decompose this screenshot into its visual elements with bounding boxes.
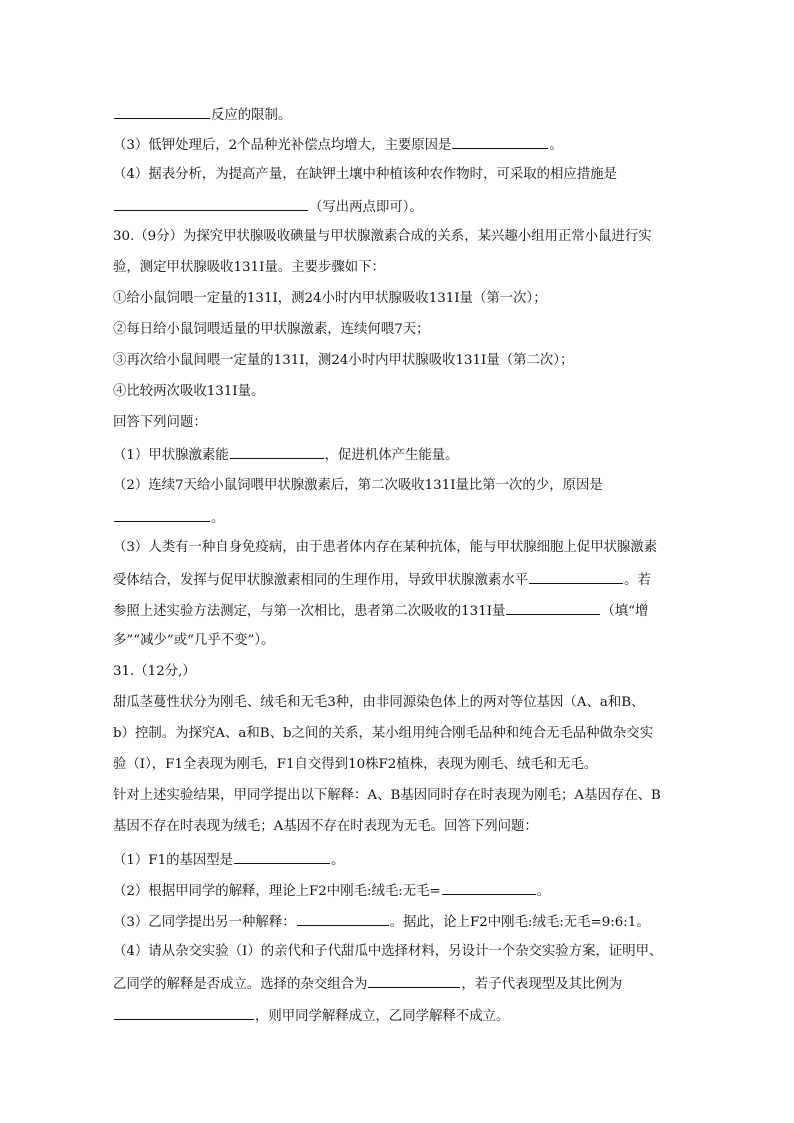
answer-blank[interactable]: [297, 911, 389, 926]
text-line: [113, 724, 683, 744]
text-line: [113, 973, 683, 995]
text-segment: 验（I），F1全表现为刚毛，F1自交得到10株F2植株，表现为刚毛、绒毛和无毛。: [113, 757, 598, 772]
text-line: [113, 911, 683, 933]
text-segment: 反应的限制。: [211, 108, 292, 123]
text-line: [113, 351, 683, 371]
text-line: [113, 320, 683, 340]
text-segment: ，则甲同学解释成立，乙同学解释不成立。: [255, 1009, 510, 1024]
text-segment: 。: [211, 511, 225, 526]
text-line: [113, 134, 683, 156]
text-line: [113, 507, 683, 529]
text-segment: ④比较两次吸收131I量。: [113, 384, 265, 399]
answer-blank[interactable]: [529, 569, 623, 584]
answer-blank[interactable]: [114, 1005, 254, 1020]
text-segment: 基因不存在时表现为绒毛；A基因不存在时表现为无毛。回答下列问题：: [113, 819, 538, 834]
text-line: [113, 104, 683, 126]
text-segment: 回答下列问题：: [113, 415, 207, 430]
answer-blank[interactable]: [114, 507, 210, 522]
text-segment: 。: [536, 884, 551, 899]
text-segment: 验，测定甲状腺吸收131I量。主要步骤如下：: [113, 260, 385, 275]
text-segment: ，若子代表现型及其比例为: [461, 977, 623, 992]
text-line: [113, 444, 683, 466]
answer-blank[interactable]: [234, 849, 330, 864]
text-segment: 。: [331, 853, 345, 868]
answer-blank[interactable]: [230, 444, 324, 459]
text-line: [113, 693, 683, 713]
text-segment: 受体结合，发挥与促甲状腺激素相同的生理作用，导致甲状腺激素水平: [113, 573, 529, 588]
text-segment: 。据此，论上F2中刚毛:绒毛:无毛=9:6:1。: [389, 915, 650, 930]
answer-blank[interactable]: [114, 196, 308, 211]
text-line: [113, 476, 683, 496]
text-segment: 31.（12分,）: [113, 664, 196, 679]
text-segment: 。: [549, 138, 563, 153]
text-segment: （2）连续7天给小鼠饲喂甲状腺激素后，第二次吸收131I量比第一次的少，原因是: [113, 478, 603, 493]
text-segment: （3）人类有一种自身免疫病，由于患者体内存在某种抗体，能与甲状腺细胞上促甲状腺激素: [113, 540, 658, 555]
text-line: [113, 786, 683, 806]
text-line: [113, 258, 683, 278]
text-line: [113, 662, 683, 682]
text-segment: 甜瓜茎蔓性状分为刚毛、绒毛和无毛3种，由非同源染色体上的两对等位基因（A、a和B、: [113, 695, 645, 710]
text-segment: ，促进机体产生能量。: [324, 448, 459, 463]
text-segment: （1）甲状腺激素能: [113, 448, 229, 463]
text-line: [113, 849, 683, 871]
text-segment: （写出两点即可）。: [309, 200, 423, 215]
text-segment: （3）低钾处理后，2个品种光补偿点均增大，主要原因是: [113, 138, 452, 153]
text-line: [113, 569, 683, 591]
answer-blank[interactable]: [506, 600, 600, 615]
text-segment: 乙同学的解释是否成立。选择的杂交组合为: [113, 977, 368, 992]
text-segment: ③再次给小鼠间喂一定量的131I，测24小时内甲状腺吸收131I量（第二次）；: [113, 353, 574, 368]
text-segment: （3）乙同学提出另一种解释：: [113, 915, 296, 930]
text-segment: （4）据表分析，为提高产量，在缺钾土壤中种植该种农作物时，可采取的相应措施是: [113, 167, 617, 182]
text-line: [113, 631, 683, 651]
text-segment: 多”“减少”或“几乎不变”）。: [113, 633, 275, 648]
text-line: [113, 1005, 683, 1027]
text-segment: （2）根据甲同学的解释，理论上F2中刚毛:绒毛:无毛=: [113, 884, 441, 899]
text-segment: （1）F1的基因型是: [113, 853, 234, 868]
text-line: [113, 755, 683, 775]
answer-blank[interactable]: [452, 134, 548, 149]
text-line: [113, 880, 683, 902]
text-segment: 30.（9分）为探究甲状腺吸收碘量与甲状腺激素合成的关系，某兴趣小组用正常小鼠进行实: [113, 229, 652, 244]
text-line: [113, 600, 683, 622]
text-segment: 针对上述实验结果，甲同学提出以下解释：A、B基因同时存在时表现为刚毛；A基因存在、B: [113, 788, 661, 803]
text-segment: ②每日给小鼠饲喂适量的甲状腺激素，连续何喂7天；: [113, 322, 430, 337]
text-line: [113, 165, 683, 185]
answer-blank[interactable]: [442, 880, 536, 895]
text-line: [113, 289, 683, 309]
text-segment: b）控制。为探究A、a和B、b之间的关系，某小组用纯合刚毛品种和纯合无毛品种做杂交实: [113, 726, 654, 741]
text-line: [113, 196, 683, 218]
text-line: [113, 227, 683, 247]
text-segment: ①给小鼠饲喂一定量的131I，测24小时内甲状腺吸收131I量（第一次）；: [113, 291, 547, 306]
text-line: [113, 817, 683, 837]
text-line: [113, 942, 683, 962]
answer-blank[interactable]: [368, 973, 460, 988]
text-line: [113, 413, 683, 433]
text-segment: 。若: [624, 573, 651, 588]
text-line: [113, 538, 683, 558]
text-segment: （4）请从杂交实验（I）的亲代和子代甜瓜中选择材料，另设计一个杂交实验方案，证明甲、: [113, 944, 663, 959]
answer-blank[interactable]: [114, 104, 210, 119]
text-segment: 参照上述实验方法测定，与第一次相比，患者第二次吸收的131I量: [113, 604, 506, 619]
text-line: [113, 382, 683, 402]
text-segment: （填“增: [601, 604, 649, 619]
